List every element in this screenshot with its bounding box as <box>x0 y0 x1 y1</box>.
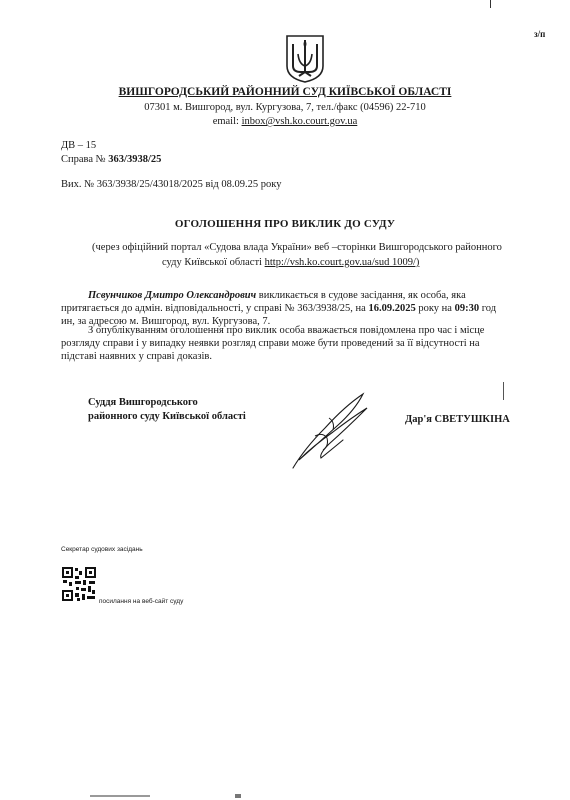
summons-line-2-c: год <box>479 303 497 314</box>
page-mark: з/п <box>534 29 546 39</box>
email-label: email: <box>212 116 242 127</box>
case-number: 363/3938/25 <box>108 154 162 165</box>
court-website-link[interactable]: http://vsh.ko.court.gov.ua/sud 1009/) <box>264 257 420 268</box>
margin-mark <box>503 382 504 400</box>
qr-caption: посилання на веб-сайт суду <box>99 598 184 605</box>
case-number-line <box>61 153 161 166</box>
court-address: 07301 м. Вишгород, вул. Кургузова, 7, тел./факс (04596) 22-710 <box>144 102 426 113</box>
scan-mark <box>490 0 491 8</box>
court-name: ВИШГОРОДСЬКИЙ РАЙОННИЙ СУД КИЇВСЬКОЇ ОБЛАСТІ <box>118 86 452 98</box>
scan-edge-mark <box>90 795 150 797</box>
secretary-label: Секретар судових засідань <box>61 546 143 553</box>
notice-title: ОГОЛОШЕННЯ ПРО ВИКЛИК ДО СУДУ <box>174 218 396 230</box>
via-line-2-text: суду Київської області <box>162 257 265 268</box>
hearing-date: 16.09.2025 <box>368 303 416 314</box>
consequence-line-2: розгляду справи і у випадку неявки розгляд справи може бути проведений за її відсутності на <box>61 338 480 349</box>
hearing-time: 09:30 <box>454 303 480 314</box>
qr-code-icon[interactable] <box>61 566 97 602</box>
summons-line-1-text: викликається в судове засідання, як особа, яка <box>256 290 466 301</box>
dv-ref: ДВ – 15 <box>61 140 97 151</box>
scan-edge-mark <box>235 794 241 798</box>
handwritten-signature <box>285 388 375 476</box>
person-name: Псвунчиков Дмитро Олександрович <box>88 290 257 301</box>
consequence-line-1: З опублікуванням оголошення про виклик особа вважається повідомлена про час і місце <box>88 325 485 336</box>
judge-name: Дар'я СВЕТУШКІНА <box>405 414 510 425</box>
summons-line-2-b: року на <box>415 303 455 314</box>
summons-line-2 <box>61 302 496 315</box>
coat-of-arms-icon <box>283 32 327 84</box>
summons-line-1 <box>88 289 466 302</box>
summons-line-2-a: притягається до адмін. відповідальності, у справі № 363/3938/25, на <box>61 303 369 314</box>
summons-line-3: ин, за адресою м. Вишгород, вул. Кургузова, 7. <box>61 316 271 327</box>
outgoing-number: Вих. № 363/3938/25/43018/2025 від 08.09.25 року <box>61 179 282 190</box>
judge-role-line-2: районного суду Київської області <box>88 411 246 422</box>
consequence-line-3: підставі наявних у справі доказів. <box>61 351 213 362</box>
court-email-line <box>0 116 570 127</box>
via-line-1: (через офіційний портал «Судова влада України» веб –сторінки Вишгородського районного <box>92 242 502 253</box>
case-label: Справа № <box>61 154 109 165</box>
email-link[interactable]: inbox@vsh.ko.court.gov.ua <box>241 116 358 127</box>
via-line-2 <box>162 256 419 269</box>
judge-role-line-1: Суддя Вишгородського <box>88 397 198 408</box>
